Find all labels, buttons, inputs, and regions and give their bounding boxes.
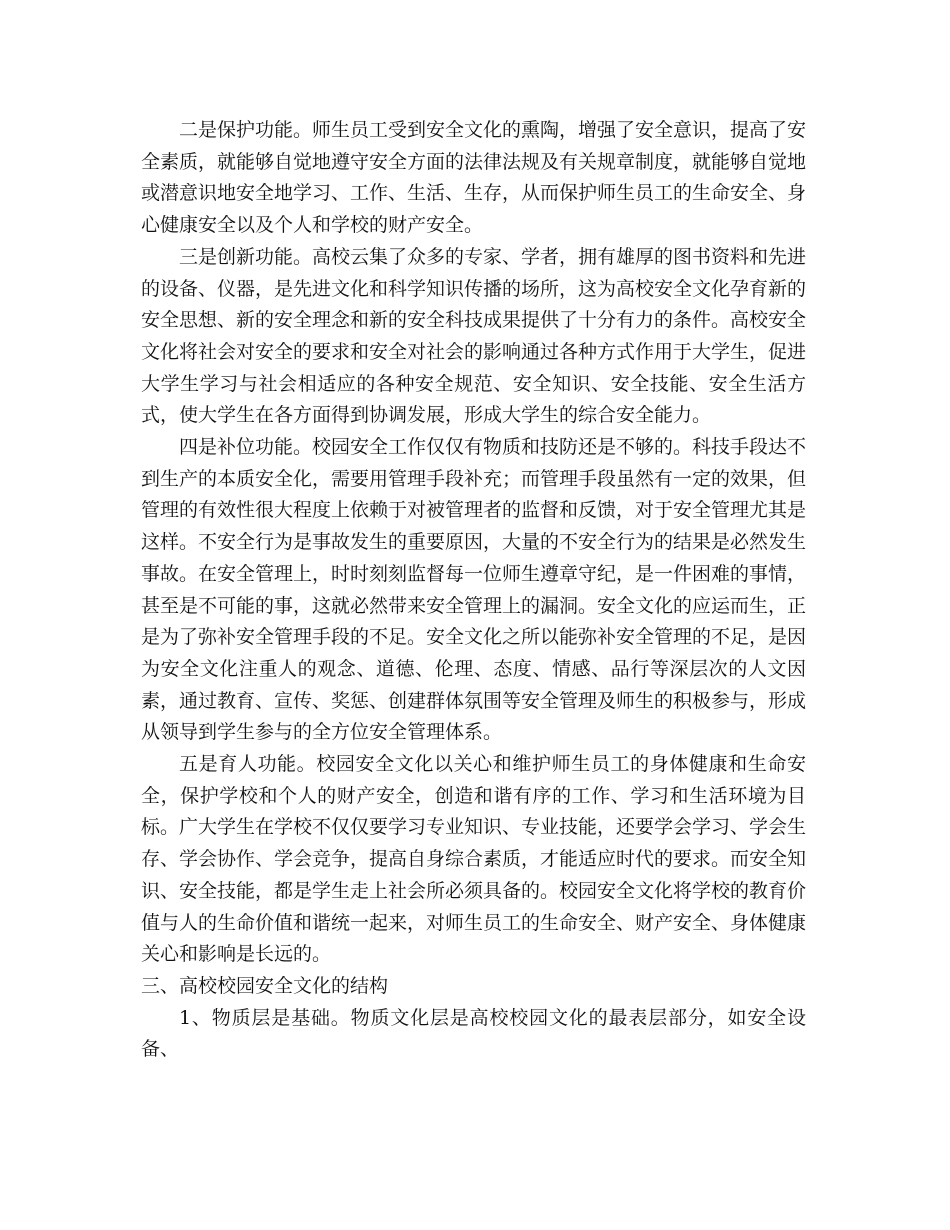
paragraph-protection-function: 二是保护功能。师生员工受到安全文化的熏陶，增强了安全意识，提高了安全素质，就能够自觉地遵守安全方面的法律法规及有关规章制度，就能够自觉地或潜意识地安全地学习、工作、生活、生存，从而保护师生员工的生命安全、身心健康安全以及个人和学校的财产安全。	[141, 119, 807, 237]
section-heading: 三、高校校园安全文化的结构	[141, 974, 389, 997]
paragraph-innovation-function: 三是创新功能。高校云集了众多的专家、学者，拥有雄厚的图书资料和先进的设备、仪器，是先进文化和科学知识传播的场所，这为高校安全文化孕育新的安全思想、新的安全理念和新的安全科技成果提供了十分有力的条件。高校安全文化将社会对安全的要求和安全对社会的影响通过各种方式作用于大学生，促进大学生学习与社会相适应的各种安全规范、安全知识、安全技能、安全生活方式，使大学生在各方面得到协调发展，形成大学生的综合安全能力。	[141, 245, 807, 427]
paragraph-material-layer: 1、物质层是基础。物质文化层是高校校园文化的最表层部分，如安全设备、	[141, 1006, 806, 1061]
document-body	[141, 115, 806, 1066]
paragraph-supplement-function: 四是补位功能。校园安全工作仅仅有物质和技防还是不够的。科技手段达不到生产的本质安全化，需要用管理手段补充；而管理手段虽然有一定的效果，但管理的有效性很大程度上依赖于对被管理者的监督和反馈，对于安全管理尤其是这样。不安全行为是事故发生的重要原因，大量的不安全行为的结果是必然发生事故。在安全管理上，时时刻刻监督每一位师生遵章守纪，是一件困难的事情，甚至是不可能的事，这就必然带来安全管理上的漏洞。安全文化的应运而生，正是为了弥补安全管理手段的不足。安全文化之所以能弥补安全管理的不足，是因为安全文化注重人的观念、道德、伦理、态度、情感、品行等深层次的人文因素，通过教育、宣传、奖惩、创建群体氛围等安全管理及师生的积极参与，形成从领导到学生参与的全方位安全管理体系。	[141, 436, 807, 744]
paragraph-education-function: 五是育人功能。校园安全文化以关心和维护师生员工的身体健康和生命安全，保护学校和个人的财产安全，创造和谐有序的工作、学习和生活环境为目标。广大学生在学校不仅仅要学习专业知识、专业技能，还要学会学习、学会生存、学会协作、学会竞争，提高自身综合素质，才能适应时代的要求。而安全知识、安全技能，都是学生走上社会所必须具备的。校园安全文化将学校的教育价值与人的生命价值和谐统一起来，对师生员工的生命安全、财产安全、身体健康关心和影响是长远的。	[141, 753, 807, 966]
